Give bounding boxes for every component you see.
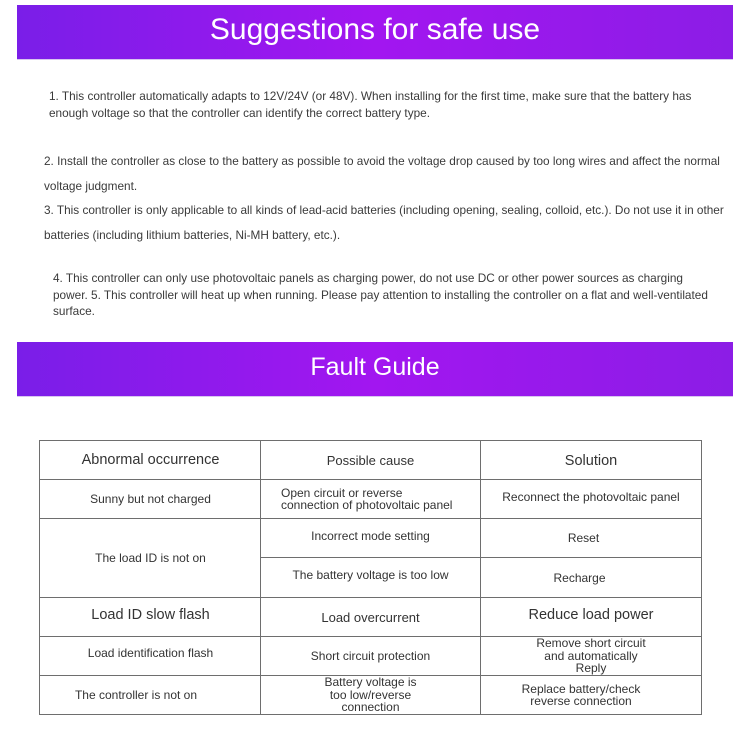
- row6-occurrence: The controller is not on: [74, 687, 198, 702]
- row2-cause: Incorrect mode setting: [311, 529, 430, 544]
- table-border-right: [701, 440, 702, 715]
- suggestions-banner: [17, 5, 733, 60]
- row2-occurrence: The load ID is not on: [95, 550, 206, 565]
- header-solution: Solution: [564, 453, 618, 469]
- row5-cause: Short circuit protection: [310, 648, 431, 663]
- header-cause: Possible cause: [326, 452, 415, 468]
- row1-cause: Open circuit or reverse connection of photovoltaic panel: [281, 485, 453, 512]
- table-border-bottom: [39, 714, 702, 715]
- row5-solution: Remove short circuit and automatically Reply: [536, 636, 646, 676]
- suggestion-4-5: 4. This controller can only use photovoltaic panels as charging power, do not use DC or other power sources as charging power. 5. This controller will heat up when running. Please pay attention to installing the controller on a flat and well-ventilated surface.: [53, 271, 708, 318]
- row4-cause: Load overcurrent: [321, 609, 420, 625]
- suggestions-title: Suggestions for safe use: [209, 13, 541, 46]
- suggestion-2: 2. Install the controller as close to the battery as possible to avoid the voltage drop caused by too long wires and affect the normal voltage judgment.: [44, 154, 720, 193]
- fault-guide-banner: [17, 342, 733, 397]
- row1-occurrence: Sunny but not charged: [90, 491, 211, 506]
- row3-cause: The battery voltage is too low: [292, 568, 449, 583]
- row2-solution: Reset: [567, 530, 600, 545]
- fault-guide-title: Fault Guide: [310, 353, 440, 381]
- row5-occurrence: Load identification flash: [87, 645, 214, 660]
- row3-solution: Recharge: [553, 570, 606, 585]
- suggestion-3: 3. This controller is only applicable to all kinds of lead-acid batteries (including opening, sealing, colloid, etc.). Do not use it in other batteries (including lithium batteries, Ni-MH battery, etc.).: [44, 203, 724, 242]
- row1-solution: Reconnect the photovoltaic panel: [502, 489, 680, 504]
- row4-solution: Reduce load power: [528, 607, 654, 623]
- row6-cause: Battery voltage is too low/reverse connection: [324, 675, 417, 715]
- row4-occurrence: Load ID slow flash: [91, 607, 210, 623]
- row6-solution: Replace battery/check reverse connection: [521, 681, 641, 708]
- header-occurrence: Abnormal occurrence: [81, 452, 220, 468]
- fault-table: [39, 440, 702, 715]
- suggestion-1: 1. This controller automatically adapts to 12V/24V (or 48V). When installing for the first time, make sure that the battery has enough voltage so that the controller can identify the correct battery type.: [49, 89, 692, 120]
